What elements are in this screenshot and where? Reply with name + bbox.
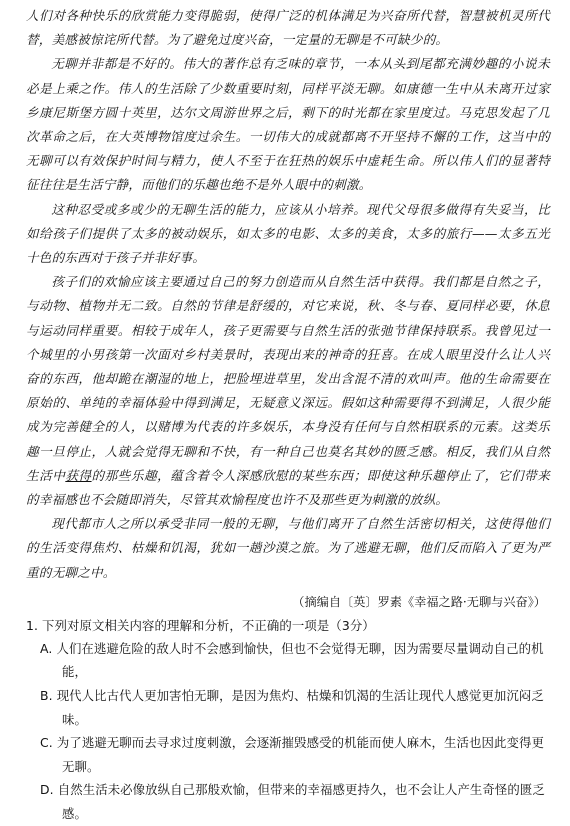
passage-paragraph-3: 这种忍受或多或少的无聊生活的能力，应该从小培养。现代父母很多做得有失妥当，比如给孩子们提供了太多的被动娱乐，如太多的电影、太多的美食，太多的旅行——太多五光十色的东西对于孩子并非好事。 [26, 201, 550, 266]
passage-paragraph-1: 人们对各种快乐的欣赏能力变得脆弱，使得广泛的机体满足为兴奋所代替，智慧被机灵所代替，美感被惊诧所代替。为了避免过度兴奋，一定量的无聊是不可缺少的。 [26, 8, 550, 48]
option-c[interactable] [26, 731, 550, 778]
option-b-letter: B. [40, 688, 53, 704]
option-d-letter: D. [40, 782, 54, 798]
passage-source: （摘编自〔英〕罗素《幸福之路·无聊与兴奋》） [292, 594, 546, 609]
option-b[interactable] [26, 684, 550, 731]
passage-paragraph-4-part-2: 的那些乐趣，蕴含着令人深感欣慰的某些东西；即使这种乐趣停止了，它们带来的幸福感也不会随即消失，尽管其欢愉程度也许不及那些更为刺激的放纵。 [26, 467, 550, 508]
option-a-text: 人们在逃避危险的敌人时不会感到愉快，但也不会觉得无聊，因为需要尽量调动自己的机能， [56, 640, 544, 680]
passage-paragraph-5: 现代都市人之所以承受非同一般的无聊，与他们离开了自然生活密切相关，这使得他们的生活变得焦灼、枯燥和饥渴，犹如一趟沙漠之旅。为了逃避无聊，他们反而陷入了更为严重的无聊之中。 [26, 516, 550, 580]
option-d[interactable] [26, 778, 550, 825]
option-a[interactable] [26, 637, 550, 684]
option-c-letter: C. [40, 735, 53, 751]
option-d-text: 自然生活未必像放纵自己那般欢愉，但带来的幸福感更持久，也不会让人产生奇怪的匮乏感。 [57, 782, 545, 822]
option-c-text: 为了逃避无聊而去寻求过度刺激，会逐渐摧毁感受的机能而使人麻木，生活也因此变得更无聊。 [56, 735, 544, 774]
passage-paragraph-4 [26, 270, 550, 512]
passage-paragraph-4-part-1: 孩子们的欢愉应该主要通过自己的努力创造而从自然生活中获得。我们都是自然之子，与动物、植物并无二致。自然的节律是舒缓的，对它来说，秋、冬与春、夏同样必要，休息与运动同样重要。相较于成年人，孩子更需要与自然生活的张弛节律保持联系。我曾见过一个城里的小男孩第一次面对乡村美景时，表现出来的神奇的狂喜。在成人眼里没什么让人兴奋的东西，他却跪在潮湿的地上，把脸埋进草里，发出含混不清的欢叫声。他的生命需要在原始的、单纯的幸福体验中得到满足，无疑意义深远。假如这种需要得不到满足，人很少能成为完善健全的人，以赌博为代表的许多娱乐，本身没有任何与自然相联系的元素。这类乐趣一旦停止，人就会觉得无聊和不快，有一种自己也莫名其妙的匮乏感。相反，我们从自然生活中 [26, 274, 550, 483]
passage-paragraph-2: 无聊并非都是不好的。伟大的著作总有乏味的章节，一本从头到尾都充满妙趣的小说未必是上乘之作。伟人的生活除了少数重要时刻，同样平淡无聊。如康德一生中从未离开过家乡康尼斯堡方圆十英里，达尔文周游世界之后，剩下的时光都在家里度过。马克思发起了几次革命之后，在大英博物馆度过余生。一切伟大的成就都离不开坚持不懈的工作，这当中的无聊可以有效保护时间与精力，使人不至于在狂热的娱乐中虚耗生命。所以伟人们的显著特征往往是生活宁静，而他们的乐趣也绝不是外人眼中的刺激。 [26, 56, 550, 193]
option-b-text: 现代人比古代人更加害怕无聊，是因为焦灼、枯燥和饥渴的生活让现代人感觉更加沉闷乏味。 [56, 688, 544, 727]
underlined-phrase: 获得 [65, 467, 92, 483]
option-a-letter: A. [40, 640, 53, 656]
question-stem: 1. 下列对原文相关内容的理解和分析，不正确的一项是（3分） [26, 617, 375, 633]
